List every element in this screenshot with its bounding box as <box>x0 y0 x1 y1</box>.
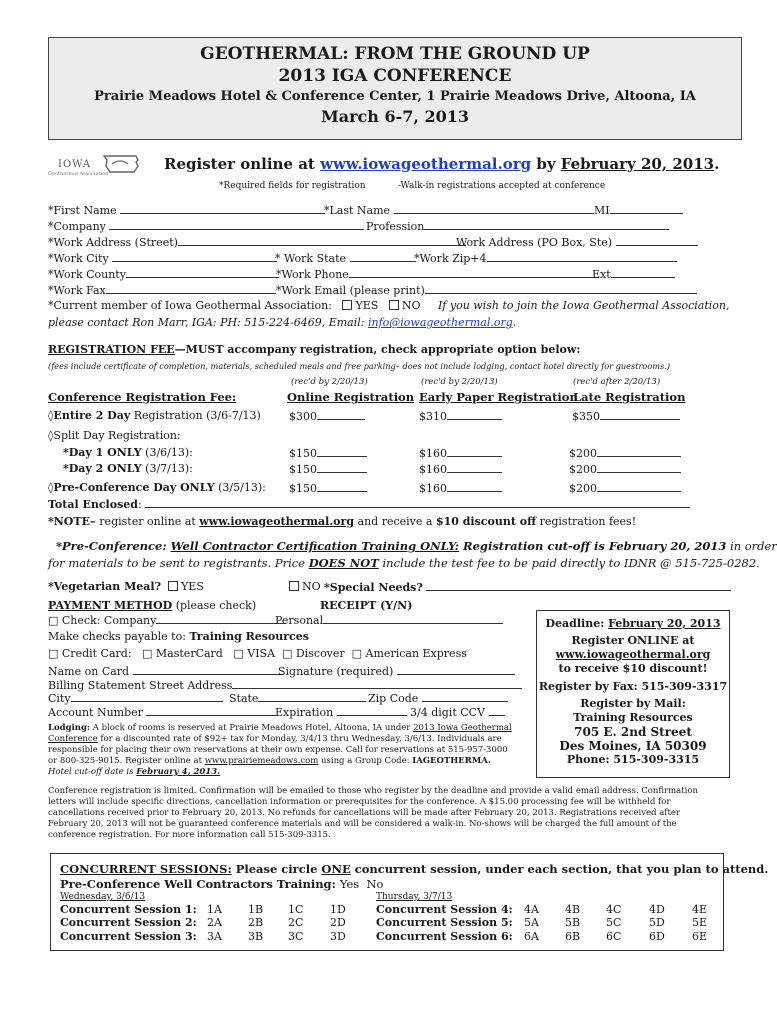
discount-url-link[interactable]: www.iowageothermal.org <box>199 515 355 528</box>
iga-logo <box>44 152 156 180</box>
lodging-line2: Conference for a discounted rate of $92+ tax for Monday, 3/4/13 thru Wednesday, 3/6/13. Individuals are <box>48 734 502 744</box>
session-option-4c[interactable]: 4C <box>606 903 622 916</box>
lodging-line5: Hotel cut-off date is February 4, 2013. <box>48 767 221 777</box>
rec-by-2: (rec'd by 2/20/13) <box>421 377 498 387</box>
session-option-4b[interactable]: 4B <box>565 903 581 916</box>
ccv-field[interactable]: 3/4 digit CCV <box>410 705 505 719</box>
fee-entire-late[interactable]: $350 <box>572 409 680 423</box>
deadline-street: 705 E. 2nd Street <box>574 725 692 739</box>
fee-row-split: ◊Split Day Registration: <box>48 429 181 442</box>
ext-field[interactable]: Ext <box>592 267 675 281</box>
fee-day2-early[interactable]: $160 <box>419 462 502 476</box>
lodging-line4: or 800-325-9015. Register online at www.prairiemeadows.com using a Group Code: IAGEOTHERMA. <box>48 756 491 766</box>
session-option-3a[interactable]: 3A <box>207 930 222 943</box>
deadline-phone: Phone: 515-309-3315 <box>566 753 700 766</box>
col-early: Early Paper Registration <box>419 390 578 404</box>
session-option-2b[interactable]: 2B <box>248 916 264 929</box>
policy-line-2: letters will include specific directions, cancellation information or prerequisites for the conference. A $15.00 processing fee will be withheld for <box>48 797 671 807</box>
header-title-1: GEOTHERMAL: FROM THE GROUND UP <box>200 44 590 64</box>
amex-checkbox[interactable]: □ American Express <box>351 647 467 660</box>
check-personal-field[interactable]: Personal <box>275 613 503 627</box>
lodging-line3: responsible for placing their own reservations at their own expense. Call for reservations at 515-957-3000 <box>48 745 508 755</box>
session-option-1a[interactable]: 1A <box>207 903 222 916</box>
wednesday-label: Wednesday, 3/6/13 <box>60 892 146 902</box>
visa-checkbox[interactable]: □ VISA <box>233 647 276 660</box>
fee-entire-early[interactable]: $310 <box>419 409 502 423</box>
fee-day1-late[interactable]: $200 <box>569 446 681 460</box>
preconf-training-choice: Pre-Conference Well Contractors Training: Yes No <box>60 877 384 891</box>
session-4-label: Concurrent Session 4: <box>376 903 513 916</box>
session-3-label: Concurrent Session 3: <box>60 930 197 943</box>
work-state-field[interactable]: * Work State <box>275 251 416 265</box>
session-6-label: Concurrent Session 6: <box>376 930 513 943</box>
expiration-field[interactable]: Expiration <box>275 705 407 719</box>
fee-preconf-early[interactable]: $160 <box>419 481 502 495</box>
deadline-line: Deadline: February 20, 2013 <box>545 617 721 630</box>
walkin-note: -Walk-in registrations accepted at conference <box>398 181 606 191</box>
session-option-6c[interactable]: 6C <box>606 930 622 943</box>
work-street-field[interactable]: *Work Address (Street) <box>48 235 466 249</box>
col-online: Online Registration <box>287 390 415 404</box>
policy-line-4: February 20, 2013 will not be guaranteed conference materials and will be considered a walk-in. No-shows will be charged the full amount of the <box>48 819 677 829</box>
credit-card-checkbox[interactable]: □ Credit Card: <box>48 647 132 660</box>
session-option-2c[interactable]: 2C <box>288 916 304 929</box>
col-conference-fee: Conference Registration Fee: <box>48 390 237 404</box>
account-number-field[interactable]: Account Number <box>48 705 276 719</box>
payable-to: Make checks payable to: Training Resources <box>48 630 309 643</box>
session-option-3b[interactable]: 3B <box>248 930 264 943</box>
last-name-field[interactable]: *Last Name <box>324 203 594 217</box>
session-option-1d[interactable]: 1D <box>330 903 346 916</box>
contact-email-link[interactable]: info@iowageothermal.org <box>367 316 513 329</box>
session-option-5e[interactable]: 5E <box>692 916 708 929</box>
member-no-checkbox[interactable] <box>389 300 399 310</box>
session-option-5d[interactable]: 5D <box>649 916 665 929</box>
session-5-label: Concurrent Session 5: <box>376 916 513 929</box>
session-option-6e[interactable]: 6E <box>692 930 708 943</box>
preconf-no-option[interactable]: No <box>366 877 384 891</box>
billing-address-field[interactable]: Billing Statement Street Address <box>48 678 522 692</box>
work-po-field[interactable]: Work Address (PO Box, Ste) <box>456 235 698 249</box>
fee-entire-online[interactable]: $300 <box>289 409 365 423</box>
mastercard-checkbox[interactable]: □ MasterCard <box>142 647 223 660</box>
session-option-3c[interactable]: 3C <box>288 930 304 943</box>
signature-field[interactable]: Signature (required) <box>278 664 515 678</box>
header-venue: Prairie Meadows Hotel & Conference Center, 1 Prairie Meadows Drive, Altoona, IA <box>94 89 696 104</box>
member-yes-checkbox[interactable] <box>342 300 352 310</box>
member-question: *Current member of Iowa Geothermal Association: YES NO If you wish to join the Iowa Geothermal Association, <box>48 299 730 312</box>
policy-line-1: Conference registration is limited. Confirmation will be emailed to those who register by the deadline and provide a valid email address. Confirmation <box>48 786 698 796</box>
company-field[interactable]: *Company <box>48 219 364 233</box>
veg-no-checkbox[interactable] <box>289 581 299 591</box>
fee-preconf-late[interactable]: $200 <box>569 481 681 495</box>
logo-top-text: IOWA <box>58 159 92 170</box>
fee-day2-online[interactable]: $150 <box>289 462 367 476</box>
fee-row-day1: *Day 1 ONLY (3/6/13): <box>63 446 193 459</box>
session-2-label: Concurrent Session 2: <box>60 916 197 929</box>
deadline-org: Training Resources <box>573 711 693 724</box>
session-option-5b[interactable]: 5B <box>565 916 581 929</box>
fee-preconf-online[interactable]: $150 <box>289 481 367 495</box>
fee-day1-early[interactable]: $160 <box>419 446 502 460</box>
session-option-6b[interactable]: 6B <box>565 930 581 943</box>
session-option-1b[interactable]: 1B <box>248 903 264 916</box>
rec-after-3: (rec'd after 2/20/13) <box>573 377 661 387</box>
preconf-yes-option[interactable]: Yes <box>339 877 360 891</box>
session-option-4d[interactable]: 4D <box>649 903 665 916</box>
logo-bottom-text: Geothermal Association <box>48 171 109 177</box>
payment-method-heading: PAYMENT METHOD (please check) <box>48 599 257 612</box>
veg-yes-checkbox[interactable] <box>168 581 178 591</box>
deadline-url-link[interactable]: www.iowageothermal.org <box>555 648 711 661</box>
work-email-field[interactable]: *Work Email (please print) <box>276 283 697 297</box>
session-option-3d[interactable]: 3D <box>330 930 346 943</box>
mi-field[interactable]: MI <box>594 203 683 217</box>
session-option-2a[interactable]: 2A <box>207 916 222 929</box>
veg-no: NO <box>289 580 321 593</box>
billing-city-field[interactable]: City <box>48 691 223 705</box>
discover-checkbox[interactable]: □ Discover <box>282 647 345 660</box>
first-name-field[interactable]: *First Name <box>48 203 325 217</box>
billing-zip-field[interactable]: Zip Code <box>368 691 508 705</box>
check-company-field[interactable]: □ Check: Company <box>48 613 286 627</box>
registration-fee-heading: REGISTRATION FEE—MUST accompany registration, check appropriate option below: <box>48 343 581 356</box>
work-city-field[interactable]: *Work City <box>48 251 277 265</box>
header-dates: March 6-7, 2013 <box>320 107 470 126</box>
session-option-5a[interactable]: 5A <box>524 916 539 929</box>
session-option-1c[interactable]: 1C <box>288 903 304 916</box>
required-note: *Required fields for registration <box>219 181 366 191</box>
deadline-fax: Register by Fax: 515-309-3317 <box>538 680 728 693</box>
fee-row-day2: *Day 2 ONLY (3/7/13): <box>63 462 193 475</box>
total-enclosed-field[interactable]: Total Enclosed: <box>48 497 690 511</box>
rec-by-1: (rec'd by 2/20/13) <box>291 377 368 387</box>
work-zip-field[interactable]: *Work Zip+4 <box>414 251 677 265</box>
credit-card-options <box>48 647 467 660</box>
session-option-4a[interactable]: 4A <box>524 903 539 916</box>
register-online-line: Register online at www.iowageothermal.org by February 20, 2013. <box>164 155 720 173</box>
work-phone-field[interactable]: *Work Phone <box>276 267 599 281</box>
vegetarian-question: *Vegetarian Meal? YES <box>48 580 204 593</box>
thursday-label: Thursday, 3/7/13 <box>376 892 453 902</box>
session-1-label: Concurrent Session 1: <box>60 903 197 916</box>
deadline-city: Des Moines, IA 50309 <box>559 739 707 753</box>
policy-line-3: cancellations received prior to February 20, 2013. No refunds for cancellations will be made after February 20, 2013. Registrations received after <box>48 808 680 818</box>
work-fax-field[interactable]: *Work Fax <box>48 283 276 297</box>
fee-includes-note: (fees include certificate of completion, materials, scheduled meals and free parking– does not include lodging, contact hotel directly for guestrooms.) <box>48 361 671 371</box>
sessions-heading: CONCURRENT SESSIONS: Please circle ONE concurrent session, under each section, that you plan to attend. <box>60 862 769 876</box>
fee-row-preconf: ◊Pre-Conference Day ONLY (3/5/13): <box>48 481 266 494</box>
billing-state-field[interactable]: State <box>229 691 366 705</box>
session-option-4e[interactable]: 4E <box>692 903 708 916</box>
deadline-l3: to receive $10 discount! <box>558 662 708 675</box>
profession-field[interactable]: Profession <box>366 219 669 233</box>
session-option-6a[interactable]: 6A <box>524 930 539 943</box>
name-on-card-field[interactable]: Name on Card <box>48 664 283 678</box>
prairie-meadows-link[interactable]: www.prairiemeadows.com <box>204 756 319 766</box>
lodging-line1: Lodging: A block of rooms is reserved at Prairie Meadows Hotel, Altoona, IA under 2013 Iowa Geothermal <box>48 723 512 733</box>
session-option-6d[interactable]: 6D <box>649 930 665 943</box>
header-title-2: 2013 IGA CONFERENCE <box>278 66 512 86</box>
discount-note: *NOTE– register online at www.iowageothermal.org and receive a $10 discount off registration fees! <box>48 515 637 528</box>
policy-line-5: conference registration. For more information call 515-309-3315. <box>48 830 331 840</box>
contact-note: please contact Ron Marr, IGA: PH: 515-224-6469, Email: info@iowageothermal.org. <box>48 316 517 329</box>
special-needs-field[interactable]: *Special Needs? <box>324 580 731 594</box>
deadline-mail: Register by Mail: <box>580 697 686 710</box>
receipt-label: RECEIPT (Y/N) <box>320 599 413 612</box>
deadline-l1: Register ONLINE at <box>571 634 695 647</box>
fee-row-entire: ◊Entire 2 Day Registration (3/6-7/13) <box>48 409 261 422</box>
session-option-5c[interactable]: 5C <box>606 916 622 929</box>
preconf-note-line2: for materials to be sent to registrants. Price DOES NOT include the test fee to be paid directly to IDNR @ 515-725-0282. <box>48 556 760 570</box>
fee-day2-late[interactable]: $200 <box>569 462 681 476</box>
fee-day1-online[interactable]: $150 <box>289 446 367 460</box>
work-county-field[interactable]: *Work County <box>48 267 279 281</box>
register-url-link[interactable]: www.iowageothermal.org <box>320 155 532 173</box>
col-late: Late Registration <box>573 390 686 404</box>
session-option-2d[interactable]: 2D <box>330 916 346 929</box>
preconf-note-line1: *Pre-Conference: Well Contractor Certification Training ONLY: Registration cut-off is February 20, 2013 in order <box>56 539 777 553</box>
